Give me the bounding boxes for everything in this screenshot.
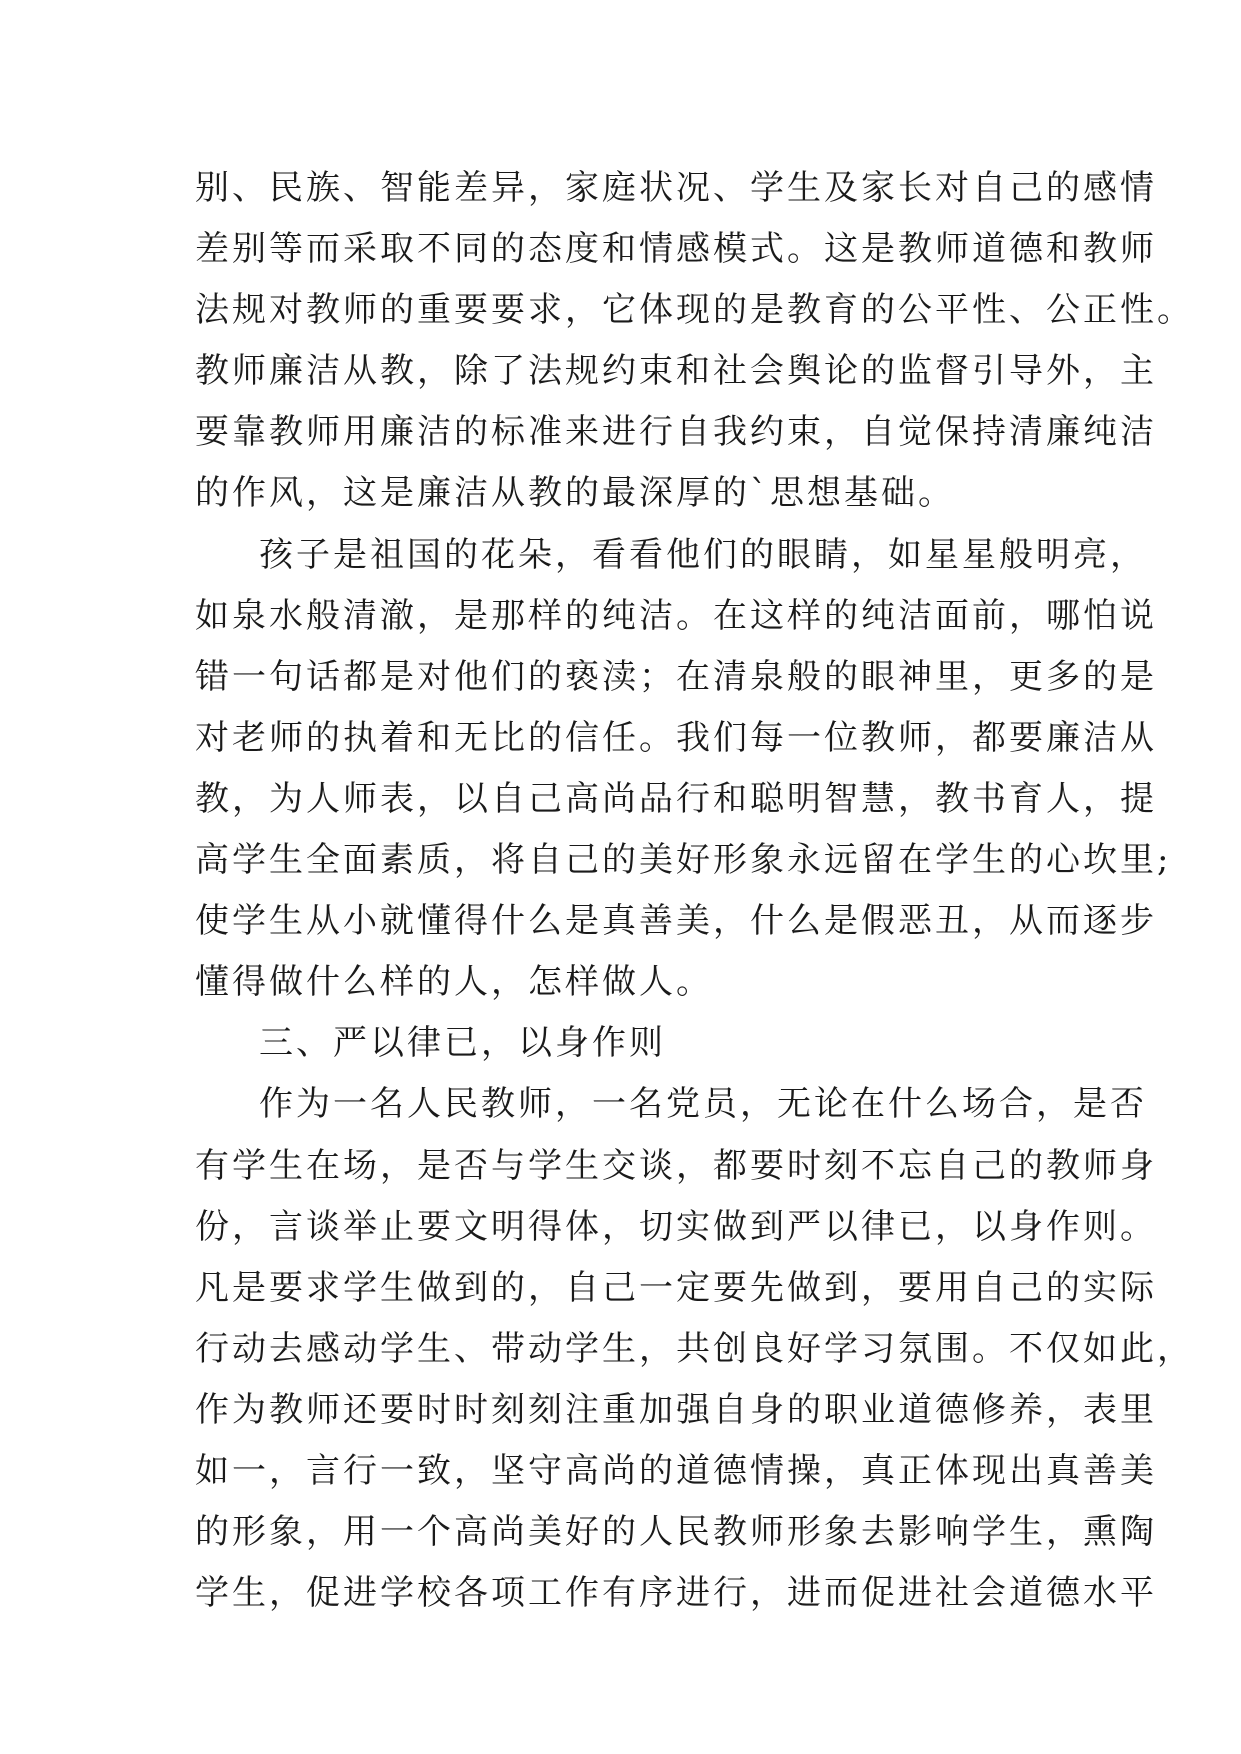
text-line: 凡是要求学生做到的，自己一定要先做到，要用自己的实际	[195, 1267, 1157, 1308]
text-line: 要靠教师用廉洁的标准来进行自我约束，自觉保持清廉纯洁	[195, 412, 1157, 453]
text-line: 如泉水般清澈，是那样的纯洁。在这样的纯洁面前，哪怕说	[195, 595, 1157, 636]
text-line: 份，言谈举止要文明得体，切实做到严以律已，以身作则。	[195, 1206, 1157, 1247]
paragraph-start-line: 作为一名人民教师，一名党员，无论在什么场合，是否	[259, 1084, 1147, 1125]
text-line: 有学生在场，是否与学生交谈，都要时刻不忘自己的教师身	[195, 1145, 1157, 1186]
text-line: 的作风，这是廉洁从教的最深厚的`思想基础。	[195, 473, 955, 514]
text-line: 错一句话都是对他们的亵渎；在清泉般的眼神里，更多的是	[195, 656, 1157, 697]
text-line: 懂得做什么样的人，怎样做人。	[195, 962, 713, 1003]
text-line: 使学生从小就懂得什么是真善美，什么是假恶丑，从而逐步	[195, 901, 1157, 942]
section-heading: 三、严以律已，以身作则	[259, 1023, 666, 1064]
paragraph-start-line: 孩子是祖国的花朵，看看他们的眼睛，如星星般明亮，	[259, 534, 1147, 575]
text-line: 教，为人师表，以自己高尚品行和聪明智慧，教书育人，提	[195, 778, 1157, 819]
text-line: 行动去感动学生、带动学生，共创良好学习氛围。不仅如此，	[195, 1328, 1194, 1369]
text-line: 高学生全面素质，将自己的美好形象永远留在学生的心坎里;	[195, 840, 1172, 881]
text-line: 对老师的执着和无比的信任。我们每一位教师，都要廉洁从	[195, 717, 1157, 758]
text-line: 法规对教师的重要要求，它体现的是教育的公平性、公正性。	[195, 290, 1194, 331]
text-line: 的形象，用一个高尚美好的人民教师形象去影响学生，熏陶	[195, 1512, 1157, 1553]
text-line: 差别等而采取不同的态度和情感模式。这是教师道德和教师	[195, 229, 1157, 270]
text-line: 作为教师还要时时刻刻注重加强自身的职业道德修养，表里	[195, 1389, 1157, 1430]
text-line: 教师廉洁从教，除了法规约束和社会舆论的监督引导外，主	[195, 351, 1157, 392]
text-line: 学生，促进学校各项工作有序进行，进而促进社会道德水平	[195, 1573, 1157, 1614]
body-text	[195, 158, 1194, 1624]
text-line: 别、民族、智能差异，家庭状况、学生及家长对自己的感情	[195, 168, 1157, 208]
text-line: 如一，言行一致，坚守高尚的道德情操，真正体现出真善美	[195, 1450, 1157, 1491]
